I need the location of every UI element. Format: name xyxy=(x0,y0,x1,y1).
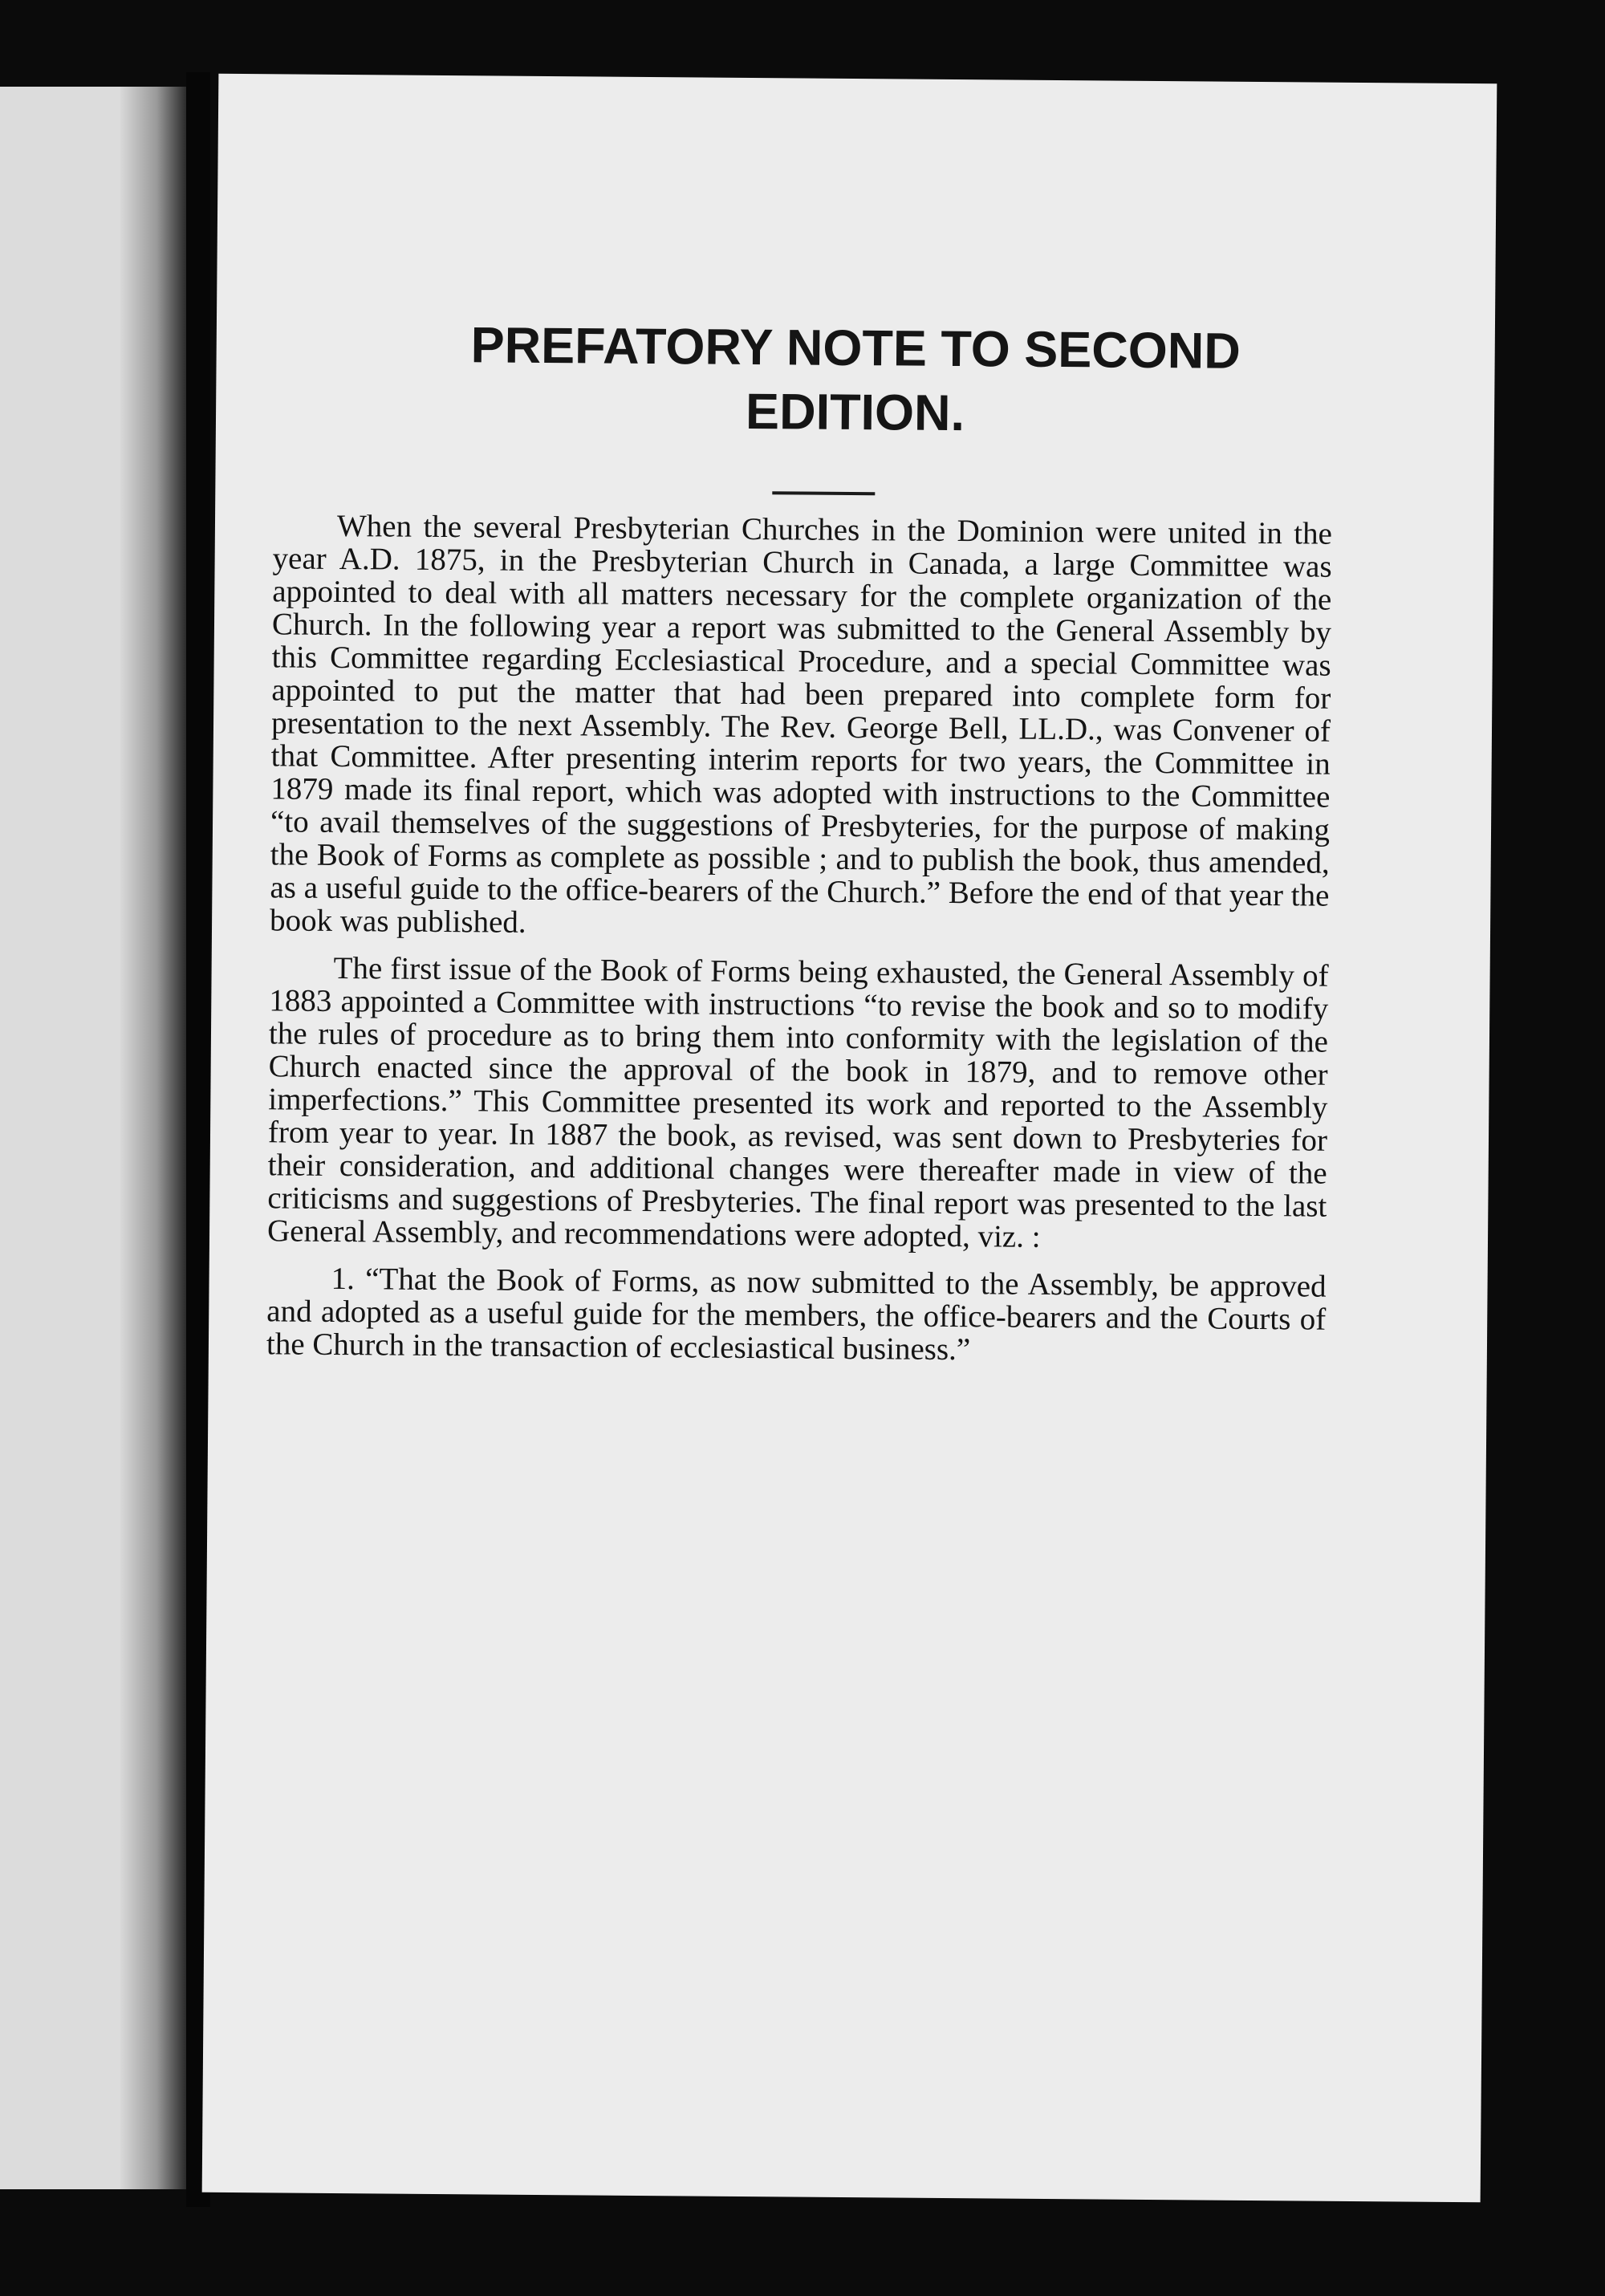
facing-page-edge xyxy=(0,87,186,2189)
binding-shadow xyxy=(120,87,186,2189)
paragraph-2: The first issue of the Book of Forms being exhausted, the General Assembly of 1883 appointed a Committee with instructions “to revise the book and so to modify the rules of procedure as to bring them into conformity with the legislation of the Church enacted since the approval of the book in 1879, and to remove other imperfections.” This Committee presented its work and reported to the Assembly from year to year. In 1887 the book, as revised, was sent down to Presbyteries for their consideration, and additional changes were thereafter made in view of the criticisms and suggestions of Presbyteries. The final report was presented to the last General Assembly, and recommendations were adopted, viz. : xyxy=(266,950,1329,1254)
paragraph-1: When the several Presbyterian Churches in the Dominion were united in the year A.D. 1875, in the Presbyterian Church in Canada, a large Committee was appointed to deal with all matters necessary for the complete organization of the Church. In the following year a report was submitted to the General Assembly by this Committee regarding Ecclesiastical Procedure, and a special Committee was appointed to put the matter that had been prepared into complete form for presentation to the next Assembly. The Rev. George Bell, LL.D., was Convener of that Committee. After presenting interim reports for two years, the Committee in 1879 made its final report, which was adopted with instructions to the Committee “to avail themselves of the suggestions of Presbyteries, for the purpose of making the Book of Forms as complete as possible ; and to publish the book, thus amended, as a useful guide to the office-bearers of the Church.” Before the end of that year the book was published. xyxy=(269,508,1333,940)
title-line-1: PREFATORY NOTE TO SECOND xyxy=(470,317,1241,380)
title-line-2: EDITION. xyxy=(745,383,965,442)
title-divider xyxy=(772,491,875,495)
body-text xyxy=(266,509,1332,1383)
document-page xyxy=(202,74,1497,2202)
page-title xyxy=(216,311,1495,450)
paragraph-3: 1. “That the Book of Forms, as now submitted to the Assembly, be approved and adopted as a useful guide for the members, the office-bearers and the Courts of the Church in the transaction of ecclesiastical business.” xyxy=(266,1261,1327,1367)
